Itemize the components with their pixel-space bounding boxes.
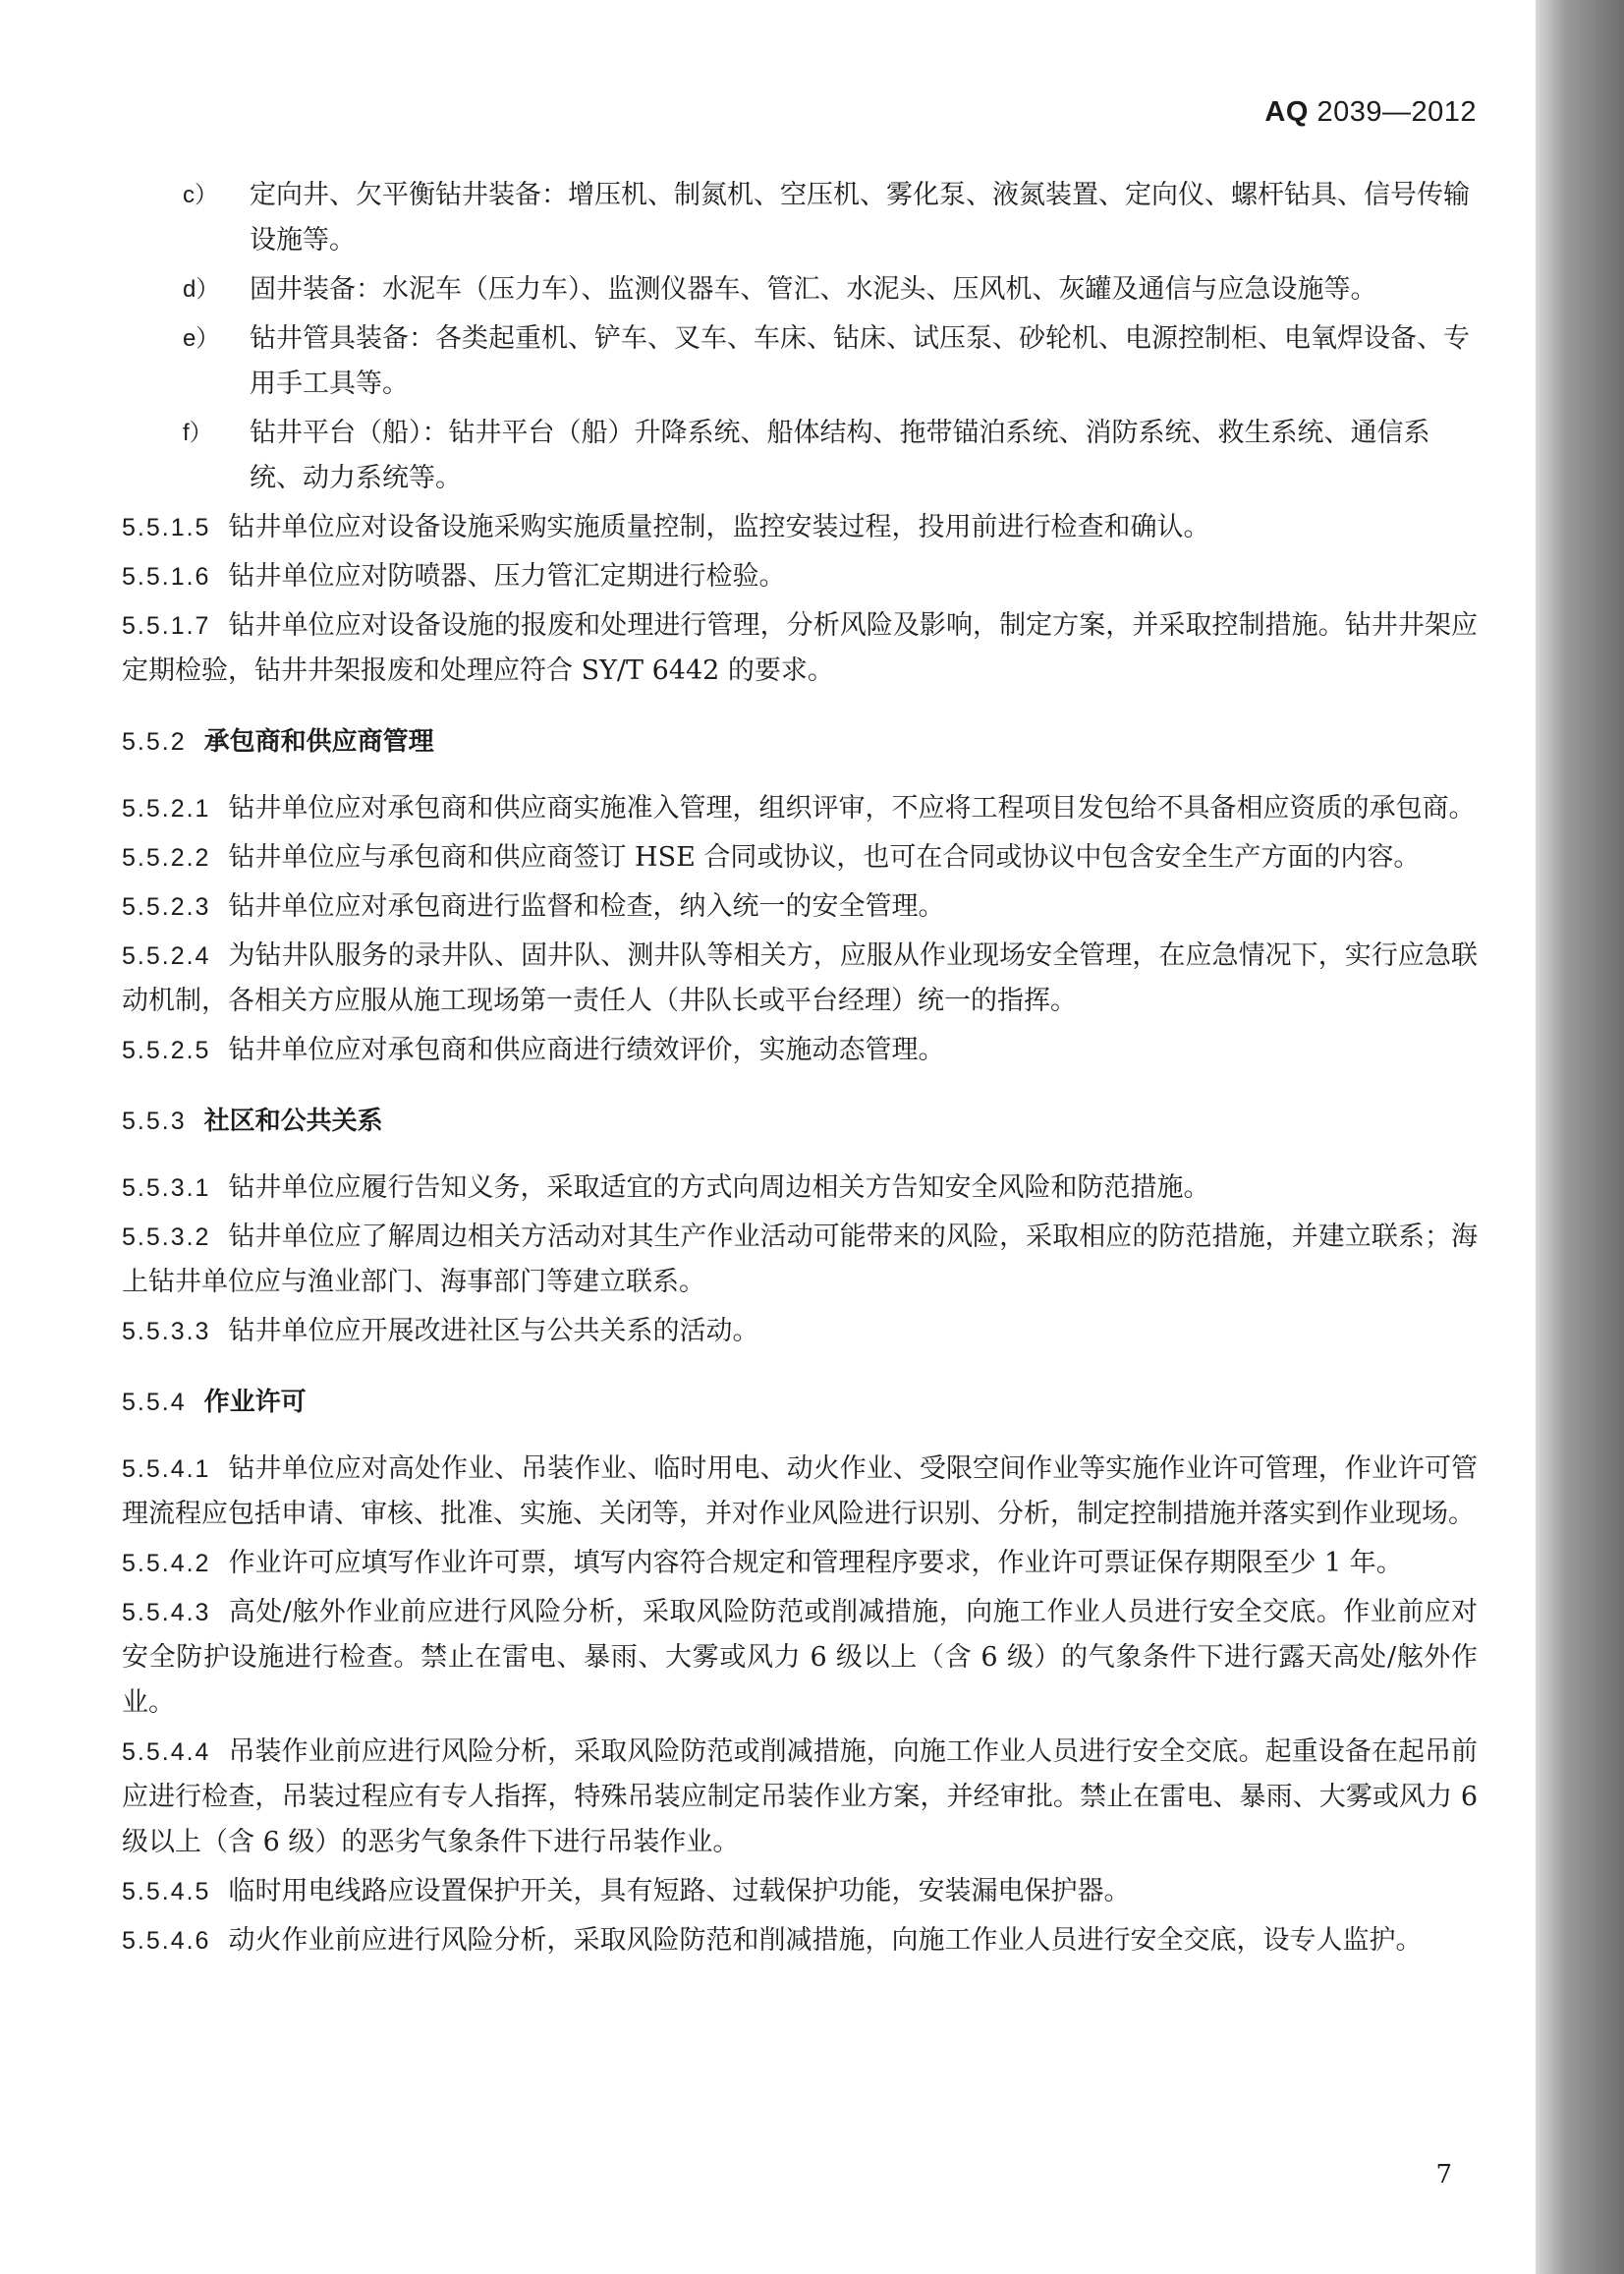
clause-5-5-4-1: 5.5.4.1 钻井单位应对高处作业、吊装作业、临时用电、动火作业、受限空间作业等实施作业许可管理，作业许可管理流程应包括申请、审核、批准、实施、关闭等，并对作业风险进行识别、分析，制定控制措施并落实到作业现场。 xyxy=(122,1453,1478,1529)
clause-5-5-2-2: 5.5.2.2 钻井单位应与承包商和供应商签订 HSE 合同或协议，也可在合同或协议中包含安全生产方面的内容。 xyxy=(122,842,1421,873)
clause-5-5-3-2: 5.5.3.2 钻井单位应了解周边相关方活动对其生产作业活动可能带来的风险，采取相应的防范措施，并建立联系；海上钻井单位应与渔业部门、海事部门等建立联系。 xyxy=(122,1222,1478,1297)
list-item: e） 钻井管具装备：各类起重机、铲车、叉车、车床、钻床、试压泵、砂轮机、电源控制柜、电氧焊设备、专用手工具等。 xyxy=(183,323,1470,399)
scan-edge-shadow xyxy=(1536,0,1624,2274)
section-heading-5-5-2: 5.5.2 承包商和供应商管理 xyxy=(122,727,434,757)
clause-5-5-1-7: 5.5.1.7 钻井单位应对设备设施的报废和处理进行管理，分析风险及影响，制定方案，并采取控制措施。钻井井架应定期检验，钻井井架报废和处理应符合 SY/T 6442 的要求。 xyxy=(122,610,1478,686)
list-item: f） 钻井平台（船）：钻井平台（船）升降系统、船体结构、拖带锚泊系统、消防系统、救生系统、通信系统、动力系统等。 xyxy=(183,418,1430,493)
standard-code: AQ 2039—2012 xyxy=(1264,96,1477,128)
clause-5-5-4-2: 5.5.4.2 作业许可应填写作业许可票，填写内容符合规定和管理程序要求，作业许可票证保存期限至少 1 年。 xyxy=(122,1548,1403,1578)
clause-5-5-4-4: 5.5.4.4 吊装作业前应进行风险分析，采取风险防范或削减措施，向施工作业人员进行安全交底。起重设备在起吊前应进行检查，吊装过程应有专人指挥，特殊吊装应制定吊装作业方案，并经审批。禁止在雷电、暴雨、大雾或风力 6 级以上（含 6 级）的恶劣气象条件下进行吊装作业。 xyxy=(122,1736,1478,1857)
clause-5-5-1-5: 5.5.1.5 钻井单位应对设备设施采购实施质量控制，监控安装过程，投用前进行检查和确认。 xyxy=(122,512,1210,542)
section-heading-5-5-3: 5.5.3 社区和公共关系 xyxy=(122,1107,383,1136)
clause-5-5-3-3: 5.5.3.3 钻井单位应开展改进社区与公共关系的活动。 xyxy=(122,1316,759,1346)
clause-5-5-2-3: 5.5.2.3 钻井单位应对承包商进行监督和检查，纳入统一的安全管理。 xyxy=(122,891,945,922)
clause-5-5-4-6: 5.5.4.6 动火作业前应进行风险分析，采取风险防范和削减措施，向施工作业人员进行安全交底，设专人监护。 xyxy=(122,1925,1423,1956)
clause-5-5-4-5: 5.5.4.5 临时用电线路应设置保护开关，具有短路、过载保护功能，安装漏电保护器。 xyxy=(122,1876,1131,1906)
clause-5-5-2-5: 5.5.2.5 钻井单位应对承包商和供应商进行绩效评价，实施动态管理。 xyxy=(122,1035,945,1065)
list-item: d） 固井装备：水泥车（压力车）、监测仪器车、管汇、水泥头、压风机、灰罐及通信与应急设施等。 xyxy=(183,274,1377,305)
document-body xyxy=(122,173,1478,1967)
page-number: 7 xyxy=(1435,2160,1452,2189)
list-item: c） 定向井、欠平衡钻井装备：增压机、制氮机、空压机、雾化泵、液氮装置、定向仪、螺杆钻具、信号传输设施等。 xyxy=(183,180,1470,256)
clause-5-5-3-1: 5.5.3.1 钻井单位应履行告知义务，采取适宜的方式向周边相关方告知安全风险和防范措施。 xyxy=(122,1172,1210,1203)
clause-5-5-2-1: 5.5.2.1 钻井单位应对承包商和供应商实施准入管理，组织评审，不应将工程项目发包给不具备相应资质的承包商。 xyxy=(122,793,1476,824)
clause-5-5-1-6: 5.5.1.6 钻井单位应对防喷器、压力管汇定期进行检验。 xyxy=(122,561,786,592)
clause-5-5-2-4: 5.5.2.4 为钻井队服务的录井队、固井队、测井队等相关方，应服从作业现场安全管理，在应急情况下，实行应急联动机制，各相关方应服从施工现场第一责任人（井队长或平台经理）统一的指挥。 xyxy=(122,940,1478,1016)
clause-5-5-4-3: 5.5.4.3 高处/舷外作业前应进行风险分析，采取风险防范或削减措施，向施工作业人员进行安全交底。作业前应对安全防护设施进行检查。禁止在雷电、暴雨、大雾或风力 6 级以上（含 6 级）的气象条件下进行露天高处/舷外作业。 xyxy=(122,1597,1478,1718)
section-heading-5-5-4: 5.5.4 作业许可 xyxy=(122,1388,307,1417)
